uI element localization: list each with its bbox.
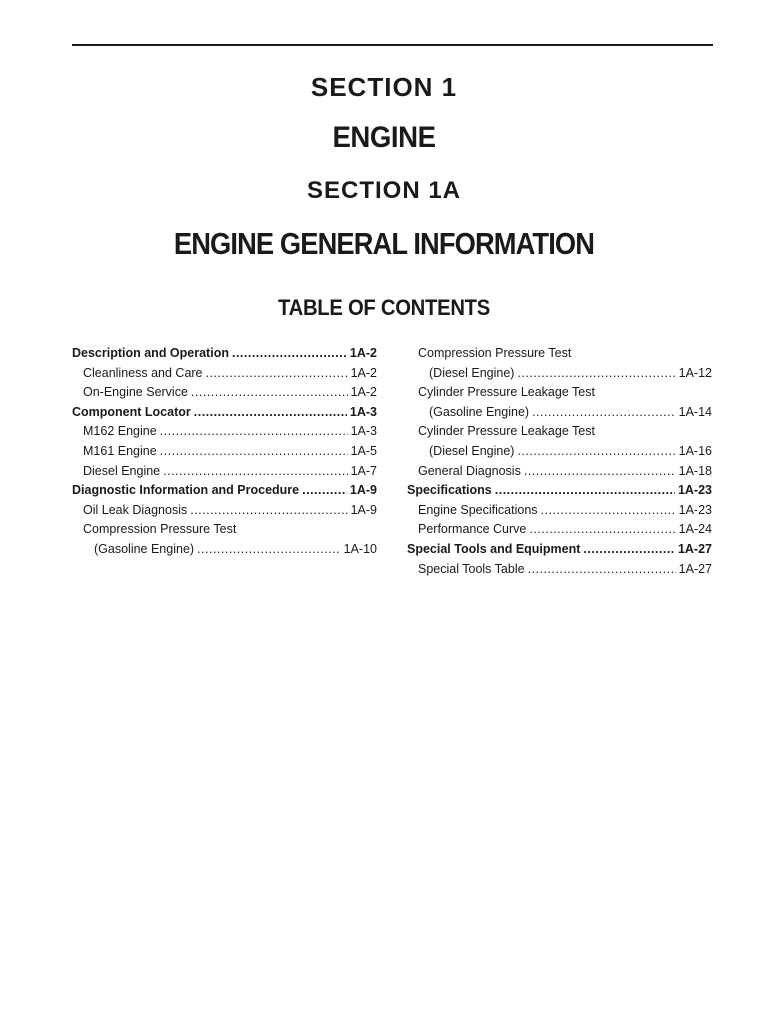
toc-entry-line	[72, 344, 377, 364]
toc-entry-label: Diesel Engine	[83, 463, 161, 478]
toc-entry[interactable]	[72, 403, 377, 423]
toc-entry-page: 1A-23	[677, 483, 712, 498]
toc-leader-dots	[524, 462, 676, 482]
toc-entry-label-continued: (Diesel Engine)	[429, 443, 515, 458]
engine-heading: ENGINE	[332, 121, 436, 154]
toc-entry-page: 1A-2	[350, 385, 377, 400]
toc-entry-label: Oil Leak Diagnosis	[83, 502, 188, 517]
toc-entry-page: 1A-3	[350, 424, 377, 439]
toc-entry-page: 1A-9	[350, 502, 377, 517]
toc-entry-page: 1A-14	[678, 404, 712, 419]
toc-entry-line	[407, 540, 712, 560]
toc-entry-line	[418, 462, 712, 482]
page-title: ENGINE GENERAL INFORMATION	[173, 226, 595, 261]
toc-entry-page: 1A-16	[678, 443, 712, 458]
toc-leader-dots	[206, 364, 348, 384]
toc-entry[interactable]	[72, 462, 377, 482]
toc-heading: TABLE OF CONTENTS	[278, 295, 490, 320]
toc-entry[interactable]	[72, 364, 377, 384]
toc-entry[interactable]	[72, 344, 377, 364]
toc-entry-line	[407, 481, 712, 501]
toc-entry[interactable]	[407, 422, 712, 461]
toc-entry[interactable]	[407, 540, 712, 560]
toc-leader-dots	[197, 540, 341, 560]
toc-entry-label: On-Engine Service	[83, 385, 188, 400]
toc-entry-label-continued: (Gasoline Engine)	[429, 404, 530, 419]
toc-leader-dots	[517, 364, 675, 384]
toc-right-column	[407, 344, 712, 579]
toc-leader-dots	[302, 481, 347, 501]
toc-entry-label: Special Tools and Equipment	[407, 541, 581, 556]
toc-entry-line	[72, 481, 377, 501]
toc-entry-label: Cylinder Pressure Leakage Test	[418, 424, 595, 439]
toc-entry[interactable]	[407, 560, 712, 580]
toc-entry-line	[83, 364, 377, 384]
toc-entry-page: 1A-24	[678, 522, 712, 537]
toc-leader-dots	[541, 501, 676, 521]
toc-entry-label: M162 Engine	[83, 424, 157, 439]
toc-entry-page: 1A-10	[343, 541, 377, 556]
subsection-heading: SECTION 1A	[306, 177, 462, 204]
toc-entry-line	[83, 540, 377, 560]
toc-leader-dots	[190, 501, 347, 521]
toc-entry-page: 1A-3	[349, 404, 377, 419]
toc-left-column	[72, 344, 377, 560]
toc-leader-dots	[160, 422, 348, 442]
toc-entry-page: 1A-18	[678, 463, 712, 478]
toc-leader-dots	[163, 462, 347, 482]
toc-entry-label-continued: (Diesel Engine)	[429, 365, 515, 380]
toc-entry-page: 1A-2	[349, 346, 377, 360]
toc-entry-line	[418, 442, 712, 462]
toc-entry-page: 1A-12	[678, 365, 712, 380]
toc-entry-label: Cleanliness and Care	[83, 365, 203, 380]
toc-entry-label: Specifications	[407, 483, 492, 498]
toc-leader-dots	[517, 442, 675, 462]
toc-entry-label: Description and Operation	[72, 346, 229, 360]
toc-leader-dots	[528, 560, 676, 580]
toc-entry-label: Special Tools Table	[418, 561, 525, 576]
toc-leader-dots	[495, 481, 675, 501]
toc-entry[interactable]	[407, 501, 712, 521]
toc-entry-page: 1A-7	[350, 463, 377, 478]
toc-leader-dots	[232, 344, 347, 364]
toc-leader-dots	[160, 442, 348, 462]
toc-entry-line	[418, 520, 712, 540]
toc-entry-line	[418, 364, 712, 384]
toc-entry-line	[418, 501, 712, 521]
toc-entry[interactable]	[72, 481, 377, 501]
toc-entry-label: General Diagnosis	[418, 463, 521, 478]
toc-entry-page: 1A-27	[677, 541, 712, 556]
toc-entry-line	[83, 422, 377, 442]
toc-entry[interactable]	[72, 520, 377, 559]
toc-entry-label: Cylinder Pressure Leakage Test	[418, 385, 595, 400]
toc-entry-page: 1A-5	[350, 443, 377, 458]
toc-entry[interactable]	[72, 442, 377, 462]
toc-leader-dots	[529, 520, 675, 540]
toc-entry-line	[83, 462, 377, 482]
toc-leader-dots	[191, 383, 348, 403]
toc-entry-label-continued: (Gasoline Engine)	[94, 541, 195, 556]
toc-entry-line	[418, 560, 712, 580]
toc-entry-label: Compression Pressure Test	[418, 346, 572, 360]
toc-entry-label: Compression Pressure Test	[83, 522, 237, 537]
toc-entry-page: 1A-9	[349, 483, 377, 498]
toc-entry-line	[418, 403, 712, 423]
toc-entry[interactable]	[72, 383, 377, 403]
toc-entry-label: Component Locator	[72, 404, 191, 419]
toc-entry-line	[83, 442, 377, 462]
toc-entry-page: 1A-27	[678, 561, 712, 576]
toc-entry-page: 1A-23	[678, 502, 712, 517]
toc-leader-dots	[532, 403, 676, 423]
toc-leader-dots	[194, 403, 347, 423]
toc-entry-line	[83, 501, 377, 521]
toc-entry[interactable]	[407, 520, 712, 540]
top-rule	[72, 44, 713, 46]
toc-entry-page: 1A-2	[350, 365, 377, 380]
toc-entry[interactable]	[407, 481, 712, 501]
toc-entry-label: M161 Engine	[83, 443, 157, 458]
toc-entry-label: Performance Curve	[418, 522, 527, 537]
toc-entry-label: Engine Specifications	[418, 502, 538, 517]
toc-entry[interactable]	[407, 462, 712, 482]
toc-leader-dots	[583, 540, 675, 560]
toc-entry-label: Diagnostic Information and Procedure	[72, 483, 300, 498]
toc-entry[interactable]	[72, 501, 377, 521]
toc-entry[interactable]	[72, 422, 377, 442]
toc-entry-line	[83, 383, 377, 403]
section-heading: SECTION 1	[310, 72, 458, 102]
toc-entry[interactable]	[407, 344, 712, 383]
toc-entry[interactable]	[407, 383, 712, 422]
toc-entry-line	[72, 403, 377, 423]
